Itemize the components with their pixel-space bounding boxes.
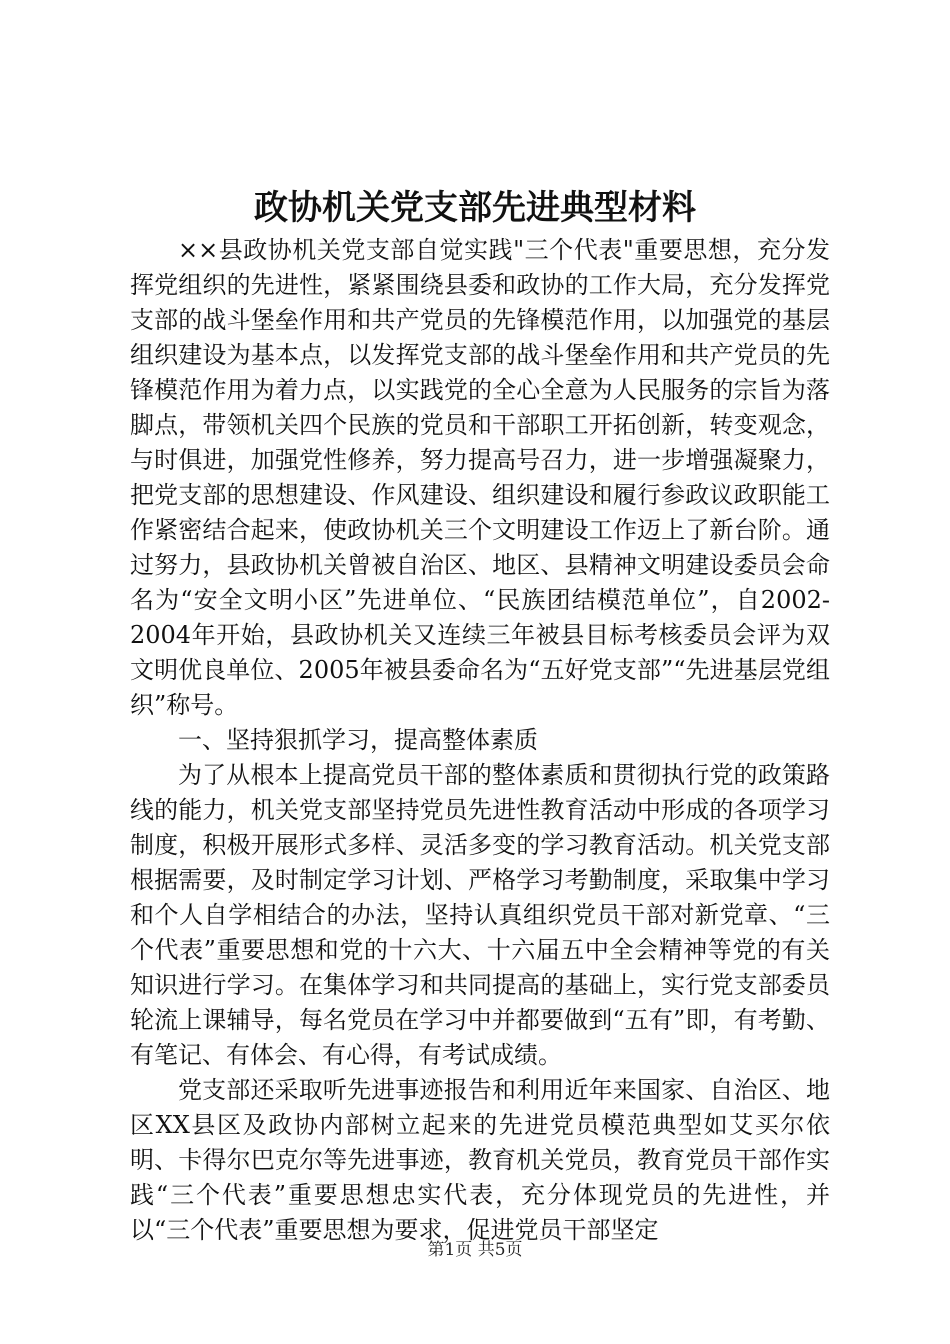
paragraph-study: 为了从根本上提高党员干部的整体素质和贯彻执行党的政策路线的能力，机关党支部坚持党员先进性教育活动中形成的各项学习制度，积极开展形式多样、灵活多变的学习教育活动。机关党支部根据需要，及时制定学习计划、严格学习考勤制度，采取集中学习和个人自学相结合的办法，坚持认真组织党员干部对新党章、“三个代表”重要思想和党的十六大、十六届五中全会精神等党的有关知识进行学习。在集体学习和共同提高的基础上，实行党支部委员轮流上课辅导，每名党员在学习中并都要做到“五有”即，有考勤、有笔记、有体会、有心得，有考试成绩。 [130, 761, 830, 1069]
document-title: 政协机关党支部先进典型材料 [254, 188, 696, 228]
paragraph-intro: ××县政协机关党支部自觉实践"三个代表"重要思想，充分发挥党组织的先进性，紧紧围绕县委和政协的工作大局，充分发挥党支部的战斗堡垒作用和共产党员的先锋模范作用，以加强党的基层组织建设为基本点，以发挥党支部的战斗堡垒作用和共产党员的先锋模范作用为着力点，以实践党的全心全意为人民服务的宗旨为落脚点，带领机关四个民族的党员和干部职工开拓创新，转变观念，与时俱进，加强党性修养，努力提高号召力，进一步增强凝聚力，把党支部的思想建设、作风建设、组织建设和履行参政议政职能工作紧密结合起来，使政协机关三个文明建设工作迈上了新台阶。通过努力，县政协机关曾被自治区、地区、县精神文明建设委员会命名为“安全文明小区”先进单位、“民族团结模范单位”，自2002-2004年开始，县政协机关又连续三年被县目标考核委员会评为双文明优良单位、2005年被县委命名为“五好党支部”“先进基层党组织”称号。 [130, 236, 830, 719]
document-body [130, 233, 830, 1248]
section-heading-1: 一、坚持狠抓学习，提高整体素质 [178, 726, 538, 754]
page-number-footer: 第1页 共5页 [427, 1240, 523, 1260]
paragraph-examples: 党支部还采取听先进事迹报告和利用近年来国家、自治区、地区XX县区及政协内部树立起来的先进党员模范典型如艾买尔依明、卡得尔巴克尔等先进事迹，教育机关党员，教育党员干部作实践“三个代表”重要思想忠实代表，充分体现党员的先进性，并以“三个代表”重要思想为要求，促进党员干部坚定 [130, 1076, 830, 1244]
